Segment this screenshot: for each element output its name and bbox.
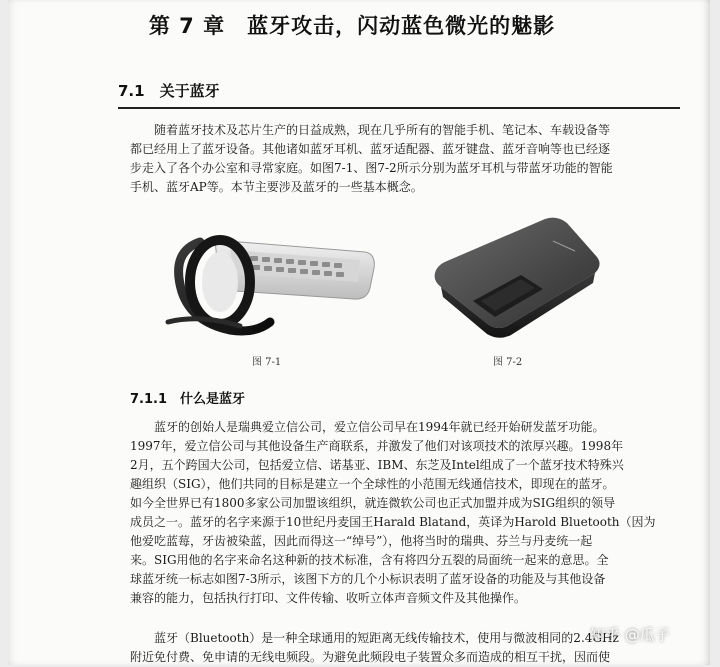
text-line: 都已经用上了蓝牙设备。其他诸如蓝牙耳机、蓝牙适配器、蓝牙键盘、蓝牙音响等也已经逐 bbox=[130, 142, 611, 156]
bluetooth-headset-and-phone-photo bbox=[160, 222, 380, 352]
text-line: 趣组织（SIG），他们共同的目标是建立一个全球性的小范围无线通信技术，即现在的蓝牙。 bbox=[130, 477, 615, 491]
subsection-heading: 7.1.1 什么是蓝牙 bbox=[130, 392, 246, 407]
text-line: 球蓝牙统一标志如图7-3所示，该图下方的几个小标识表明了蓝牙设备的功能及与其他设备 bbox=[130, 572, 606, 586]
text-line: 1997年，爱立信公司与其他设备生产商联系，并激发了他们对该项技术的浓厚兴趣。1998年 bbox=[130, 439, 624, 453]
text-line: 手机、蓝牙AP等。本节主要涉及蓝牙的一些基本概念。 bbox=[130, 180, 423, 194]
chapter-title: 第 7 章 蓝牙攻击，闪动蓝色微光的魅影 bbox=[148, 14, 556, 38]
body-paragraph bbox=[130, 418, 678, 608]
text-line: 成员之一。蓝牙的名字来源于10世纪丹麦国王Harald Blatand，英译为Harold Bluetooth（因为 bbox=[130, 515, 656, 529]
watermark: 知乎 @瓜子 bbox=[590, 626, 670, 644]
text-line: 兼容的能力，包括执行打印、文件传输、收听立体声音频文件及其他操作。 bbox=[130, 591, 527, 605]
text-line: 2月，五个跨国大公司，包括爱立信、诺基亚、IBM、东芝及Intel组成了一个蓝牙技术特殊兴 bbox=[130, 458, 624, 472]
intro-paragraph bbox=[130, 121, 678, 197]
text-line: 他爱吃蓝莓，牙齿被染蓝，因此而得这一“绰号”），他将当时的瑞典、芬兰与丹麦统一起 bbox=[130, 534, 593, 548]
text-line: 随着蓝牙技术及芯片生产的日益成熟，现在几乎所有的智能手机、笔记本、车载设备等 bbox=[154, 123, 611, 137]
text-line: 蓝牙的创始人是瑞典爱立信公司，爱立信公司早在1994年就已经开始研发蓝牙功能。 bbox=[154, 420, 605, 434]
text-line: 如今全世界已有1800多家公司加盟该组织，就连微软公司也正式加盟并成为SIG组织的领导 bbox=[130, 496, 616, 510]
figure-caption: 图 7-1 bbox=[252, 357, 282, 368]
text-line: 来。SIG用他的名字来命名这种新的技术标准，含有将四分五裂的局面统一起来的意思。全 bbox=[130, 553, 609, 567]
text-line: 蓝牙（Bluetooth）是一种全球通用的短距离无线传输技术，使用与微波相同的2.4GHz bbox=[154, 631, 619, 645]
section-heading: 7.1 关于蓝牙 bbox=[118, 82, 220, 100]
text-line: 步走入了各个办公室和寻常家庭。如图7-1、图7-2所示分别为蓝牙耳机与带蓝牙功能的智能 bbox=[130, 161, 613, 175]
bluetooth-access-point-photo bbox=[425, 213, 605, 343]
figure-caption: 图 7-2 bbox=[493, 357, 523, 368]
section-divider bbox=[118, 107, 680, 109]
text-line: 附近免付费、免申请的无线电频段。为避免此频段电子装置众多而造成的相互干扰，因而使 bbox=[130, 650, 611, 664]
